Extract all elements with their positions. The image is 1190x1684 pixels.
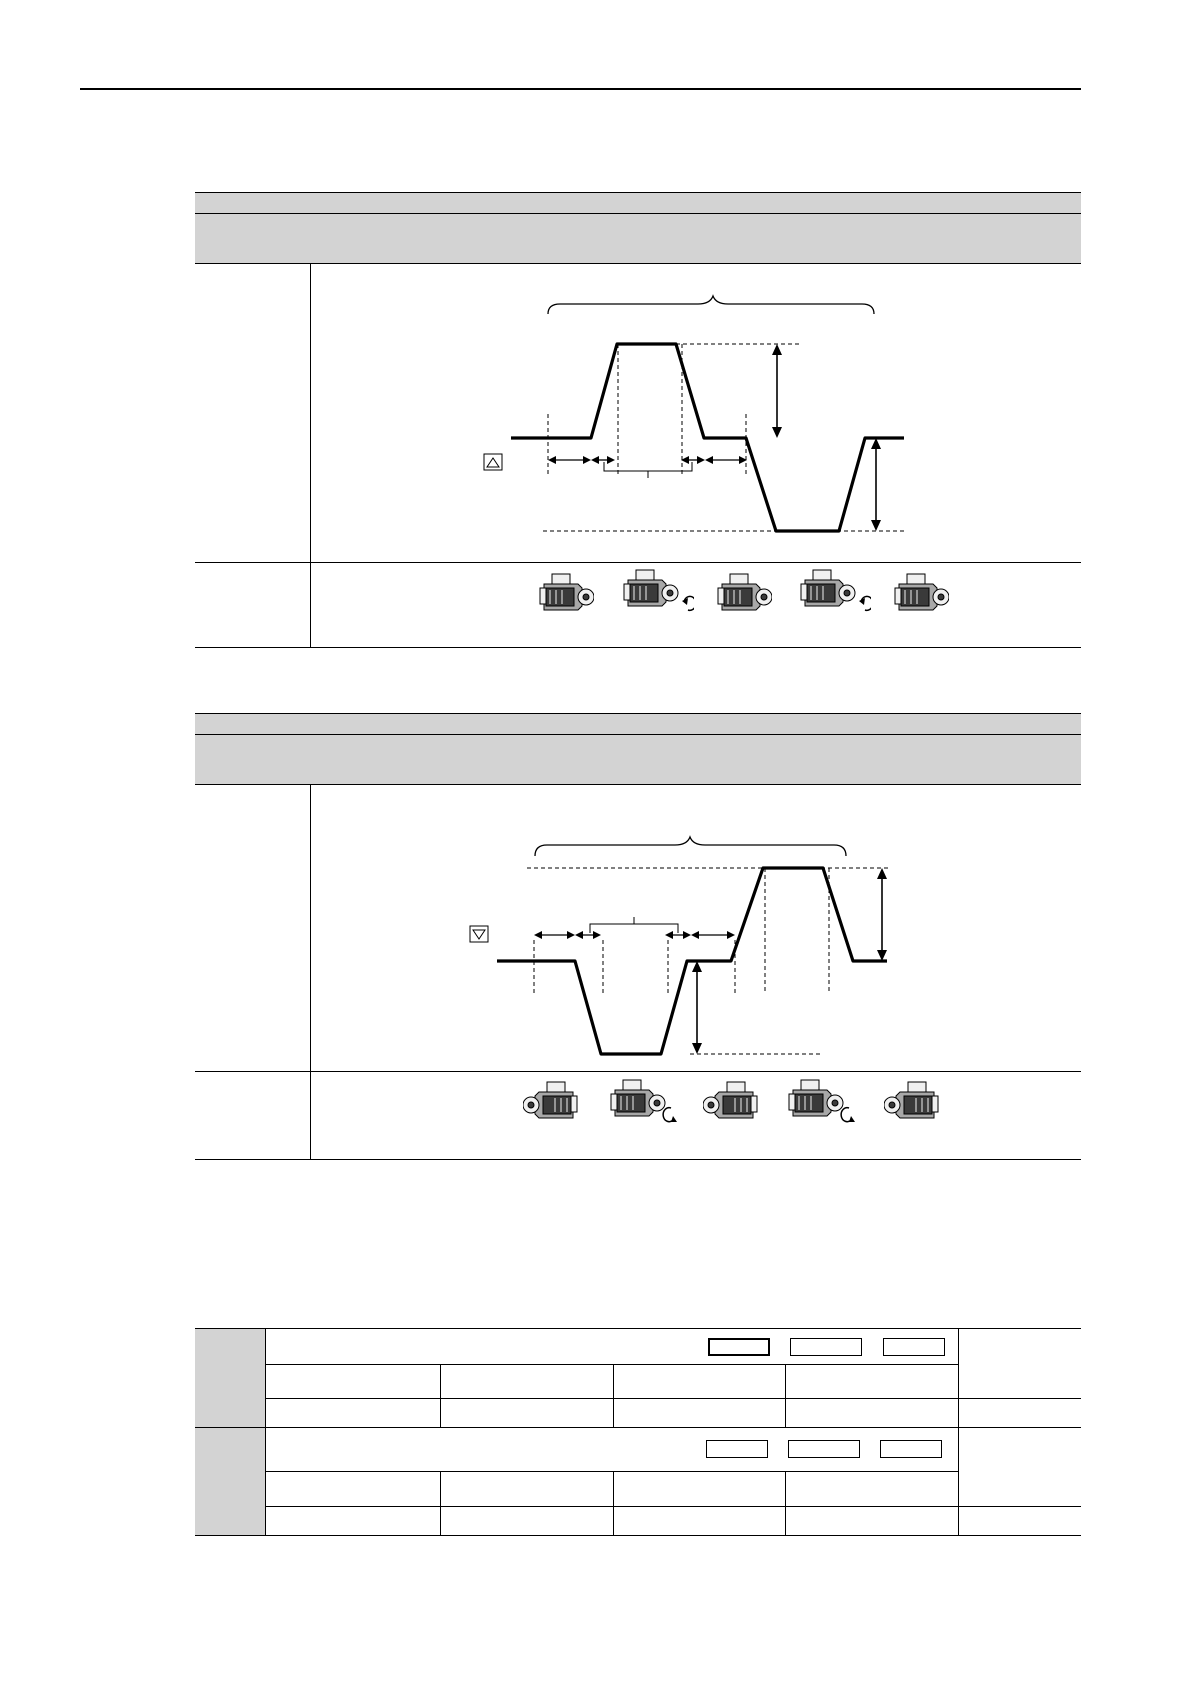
motor-icon (523, 1080, 579, 1124)
param-g2-divider-2 (613, 1471, 614, 1535)
forward-speed-trace (511, 344, 904, 531)
parameter-group-2-label-cell (195, 1427, 266, 1536)
parameter-group-2-setting-box-3[interactable] (880, 1440, 942, 1458)
motor-rotating-icon (787, 1078, 859, 1128)
reverse-header (195, 735, 1081, 785)
forward-header-band (195, 192, 1081, 214)
header-rule (80, 88, 1081, 90)
parameter-group-1-label-cell (195, 1328, 266, 1427)
forward-table-bottom (195, 647, 1081, 648)
param-g1-divider-3 (785, 1364, 786, 1427)
forward-operation-table (195, 192, 1081, 648)
param-g2-divider-1 (440, 1471, 441, 1535)
parameter-table (195, 1328, 1081, 1536)
forward-header (195, 214, 1081, 264)
param-g2-bottom-line (195, 1535, 1081, 1536)
reverse-interval-bracket (590, 917, 678, 933)
param-g1-mid-line (266, 1364, 958, 1365)
param-g2-mid-line (266, 1471, 958, 1472)
reverse-speed-waveform (311, 785, 1081, 1071)
param-g2-divider-3 (785, 1471, 786, 1535)
motor-icon (538, 572, 594, 616)
parameter-group-1-setting-box-1[interactable] (708, 1338, 770, 1356)
param-g1-top-line (195, 1328, 1081, 1329)
reverse-row-divider (195, 1071, 1081, 1072)
motor-icon (893, 572, 949, 616)
param-g2-divider-4 (958, 1427, 959, 1535)
param-g1-divider-2 (613, 1364, 614, 1427)
forward-row-divider (195, 562, 1081, 563)
triangle-up-icon (484, 454, 502, 470)
motor-icon (884, 1080, 940, 1124)
forward-speed-waveform (311, 264, 1081, 562)
motor-rotating-icon (622, 568, 694, 618)
param-g1-divider-1 (440, 1364, 441, 1427)
param-g1-divider-4 (958, 1328, 959, 1427)
parameter-group-1-setting-box-2[interactable] (790, 1338, 862, 1356)
motor-icon (703, 1080, 759, 1124)
parameter-group-2-setting-box-1[interactable] (706, 1440, 768, 1458)
reverse-table-bottom (195, 1159, 1081, 1160)
cycle-brace (548, 296, 874, 314)
motor-icon (716, 572, 772, 616)
parameter-group-1-setting-box-3[interactable] (883, 1338, 945, 1356)
cycle-brace (535, 837, 846, 856)
forward-amplitude-arrows (777, 348, 876, 527)
motor-rotating-icon (799, 568, 871, 618)
parameter-group-2-setting-box-2[interactable] (788, 1440, 860, 1458)
motor-rotating-icon (609, 1078, 681, 1128)
reverse-header-band (195, 713, 1081, 735)
forward-interval-bracket (604, 462, 692, 478)
param-g2-top-line (195, 1427, 1081, 1428)
triangle-down-icon (470, 926, 488, 942)
reverse-operation-table (195, 713, 1081, 1160)
